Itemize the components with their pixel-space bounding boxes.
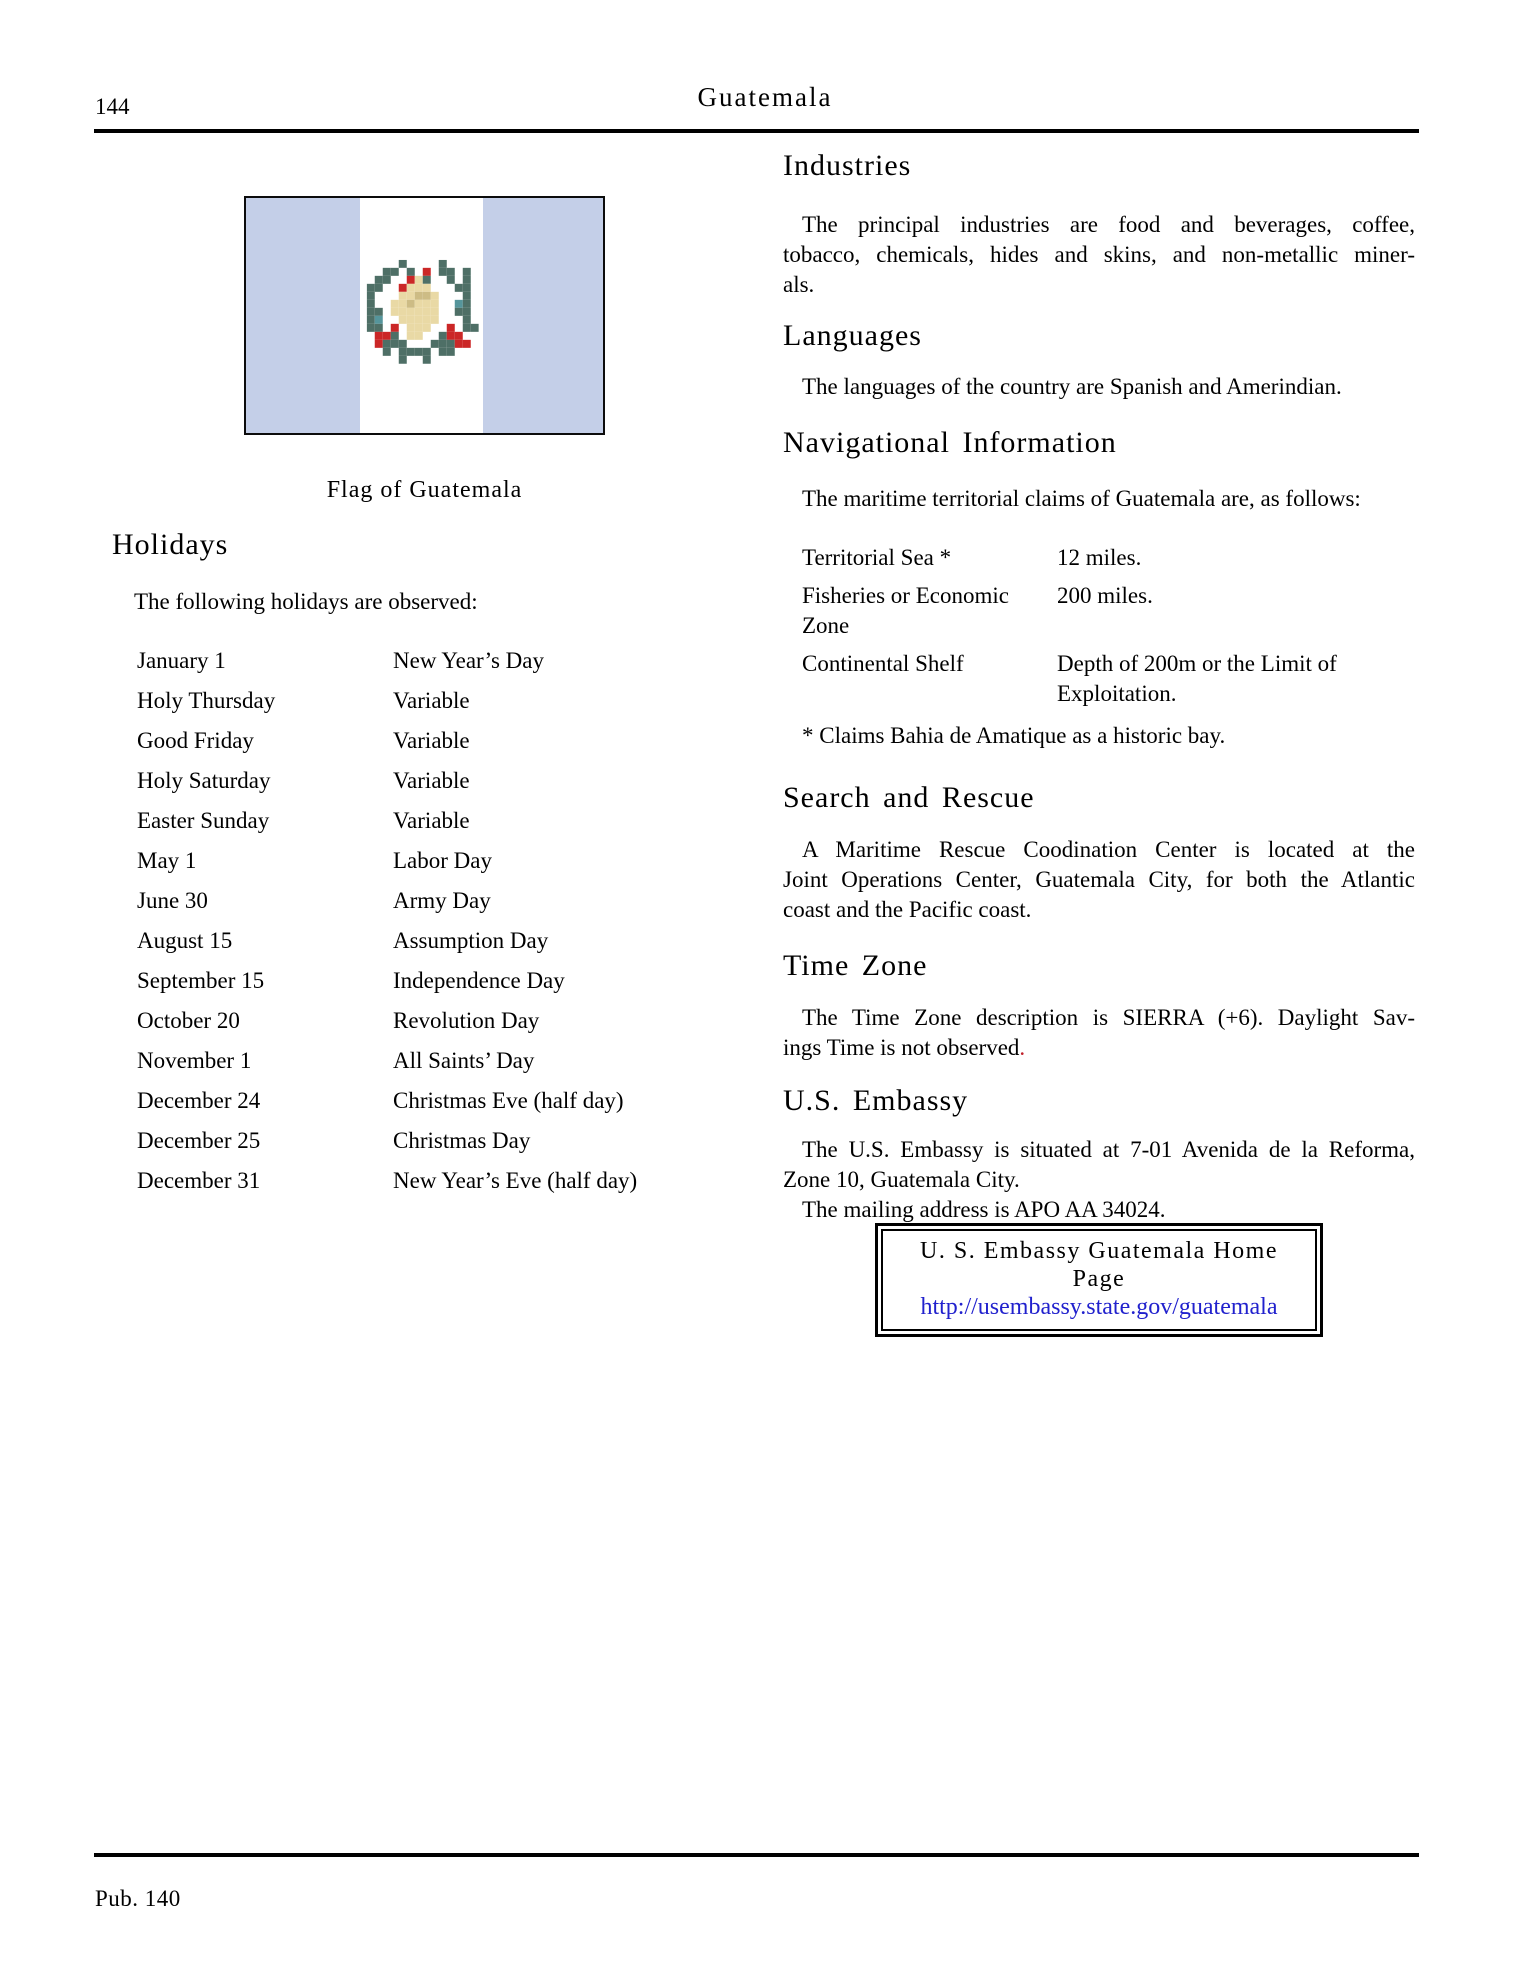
footer-rule	[94, 1853, 1419, 1857]
embassy-paragraph	[783, 1135, 1415, 1225]
holiday-name: Christmas Day	[393, 1128, 531, 1153]
flag-figure	[112, 196, 737, 435]
holiday-date: Holy Thursday	[137, 688, 276, 713]
page-number: 144	[95, 94, 130, 119]
holiday-name: Labor Day	[393, 848, 492, 873]
table-row	[112, 766, 737, 806]
navigational-information-heading: Navigational Information	[783, 426, 1117, 459]
claim-label: Continental Shelf	[802, 651, 964, 676]
claim-label: Fisheries or Economic Zone	[802, 583, 1009, 638]
time-zone-heading: Time Zone	[783, 949, 928, 982]
holiday-date: January 1	[137, 648, 226, 673]
mailing-address-line: The mailing address is APO AA 34024.	[802, 1197, 1166, 1222]
holiday-name: New Year’s Eve (half day)	[393, 1168, 638, 1193]
paragraph-line: The Time Zone description is SIERRA (+6). Daylight Sav-	[802, 1005, 1415, 1030]
claim-value: 200 miles.	[1057, 583, 1153, 608]
holiday-name: All Saints’ Day	[393, 1048, 535, 1073]
table-row	[112, 646, 737, 686]
holiday-date: Holy Saturday	[137, 768, 271, 793]
holiday-name: Variable	[393, 728, 470, 753]
table-row	[112, 806, 737, 846]
table-row	[112, 1046, 737, 1086]
left-column	[112, 150, 737, 1206]
paragraph-line	[783, 1033, 1415, 1063]
flag-caption: Flag of Guatemala	[326, 477, 523, 503]
red-period: .	[1019, 1035, 1026, 1060]
embassy-homepage-box-inner	[881, 1229, 1317, 1331]
holiday-date: December 25	[137, 1128, 261, 1153]
paragraph-line: The U.S. Embassy is situated at 7-01 Avenida de la Reforma,	[802, 1137, 1415, 1162]
paragraph-line: The principal industries are food and beverages, coffee,	[802, 212, 1415, 237]
holiday-date: December 24	[137, 1088, 261, 1113]
table-row	[112, 726, 737, 766]
holiday-date: Easter Sunday	[137, 808, 270, 833]
table-row	[112, 1166, 737, 1206]
embassy-homepage-link[interactable]: http://usembassy.state.gov/guatemala	[920, 1294, 1278, 1320]
table-row	[802, 581, 1415, 641]
holiday-date: August 15	[137, 928, 233, 953]
holiday-name: Variable	[393, 768, 470, 793]
header-rule	[94, 129, 1419, 133]
holiday-name: New Year’s Day	[393, 648, 544, 673]
holiday-date: Good Friday	[137, 728, 254, 753]
timezone-paragraph	[783, 1003, 1415, 1063]
holiday-table	[112, 646, 737, 1206]
holiday-name: Army Day	[393, 888, 491, 913]
table-row	[112, 926, 737, 966]
holiday-date: October 20	[137, 1008, 240, 1033]
embassy-homepage-title: U. S. Embassy Guatemala Home Page	[920, 1238, 1278, 1292]
holiday-date: November 1	[137, 1048, 252, 1073]
paragraph-line: The languages of the country are Spanish and Amerindian.	[802, 374, 1342, 399]
page-title: Guatemala	[697, 82, 833, 112]
flag-emblem	[366, 259, 478, 363]
claim-label: Territorial Sea *	[802, 545, 952, 570]
holiday-name: Christmas Eve (half day)	[393, 1088, 624, 1113]
holiday-date: December 31	[137, 1168, 261, 1193]
paragraph-line: The maritime territorial claims of Guatemala are, as follows:	[802, 486, 1361, 511]
table-row	[802, 649, 1415, 709]
search-and-rescue-heading: Search and Rescue	[783, 781, 1035, 814]
navigation-intro	[783, 484, 1415, 514]
industries-paragraph	[783, 210, 1415, 300]
flag-stripe-blue-left	[246, 198, 360, 433]
holiday-name: Independence Day	[393, 968, 565, 993]
holidays-intro: The following holidays are observed:	[134, 589, 478, 614]
paragraph-line: tobacco, chemicals, hides and skins, and non-metallic miner-	[783, 242, 1415, 267]
right-column	[783, 150, 1415, 1337]
holiday-date: September 15	[137, 968, 265, 993]
claims-footnote: * Claims Bahia de Amatique as a historic bay.	[802, 723, 1226, 748]
us-embassy-heading: U.S. Embassy	[783, 1084, 969, 1117]
table-row	[112, 686, 737, 726]
table-row	[802, 543, 1415, 573]
holidays-heading: Holidays	[112, 528, 229, 561]
holiday-name: Variable	[393, 808, 470, 833]
claim-value: Depth of 200m or the Limit of Exploitation.	[1057, 651, 1337, 706]
paragraph-line: coast and the Pacific coast.	[783, 897, 1032, 922]
paragraph-line: Zone 10, Guatemala City.	[783, 1167, 1020, 1192]
table-row	[112, 1086, 737, 1126]
holiday-date: June 30	[137, 888, 208, 913]
table-row	[112, 1126, 737, 1166]
industries-heading: Industries	[783, 149, 912, 182]
holiday-date: May 1	[137, 848, 197, 873]
table-row	[112, 1006, 737, 1046]
claim-value: 12 miles.	[1057, 545, 1142, 570]
embassy-homepage-box	[875, 1223, 1323, 1337]
holiday-name: Variable	[393, 688, 470, 713]
maritime-claims-table	[783, 543, 1415, 709]
paragraph-text: ings Time is not observed	[783, 1035, 1020, 1060]
languages-heading: Languages	[783, 319, 922, 352]
table-row	[112, 846, 737, 886]
sar-paragraph	[783, 835, 1415, 925]
languages-paragraph	[783, 372, 1415, 402]
holiday-name: Revolution Day	[393, 1008, 540, 1033]
paragraph-line: Joint Operations Center, Guatemala City, for both the Atlantic	[783, 867, 1415, 892]
publication-number: Pub. 140	[95, 1886, 181, 1911]
table-row	[112, 886, 737, 926]
flag-image	[244, 196, 605, 435]
paragraph-line: als.	[783, 272, 815, 297]
holiday-name: Assumption Day	[393, 928, 549, 953]
flag-stripe-blue-right	[483, 198, 603, 433]
table-row	[112, 966, 737, 1006]
paragraph-line: A Maritime Rescue Coodination Center is located at the	[802, 837, 1415, 862]
